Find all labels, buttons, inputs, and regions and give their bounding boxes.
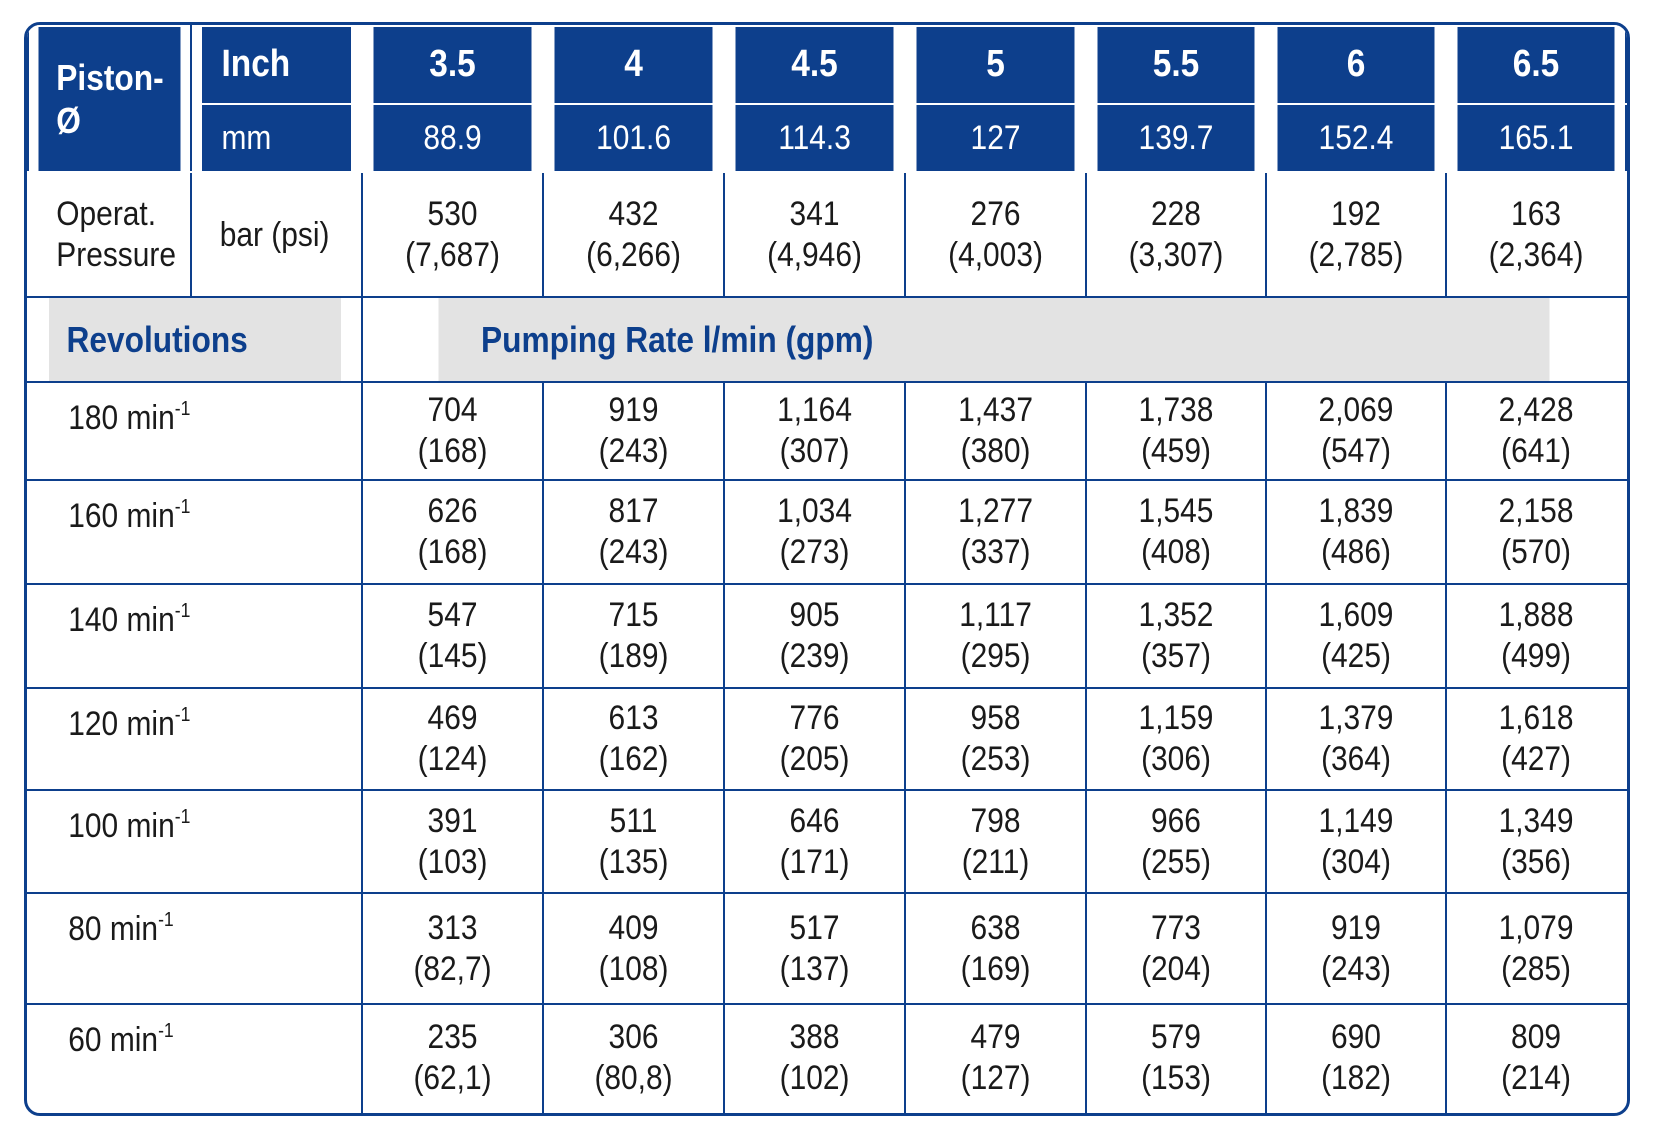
- inch-value: 6: [1277, 26, 1435, 104]
- mm-value: 101.6: [554, 104, 713, 172]
- rate-gpm: (204): [1141, 949, 1211, 988]
- rate-lpm: 1,277: [957, 492, 1033, 531]
- revolution-row: [28, 688, 1626, 790]
- rate-gpm: (182): [1321, 1058, 1391, 1097]
- rate-lpm: 817: [608, 492, 659, 531]
- pressure-psi: (4,003): [947, 235, 1043, 274]
- header-inch-row: [28, 26, 1626, 104]
- rate-lpm: 1,609: [1318, 595, 1394, 634]
- revolutions-exponent: -1: [174, 599, 191, 622]
- rate-gpm: (253): [960, 739, 1031, 778]
- pumping-rate-cell: [735, 382, 894, 480]
- revolutions-value: 80 min: [68, 910, 159, 949]
- pressure-cell: [554, 172, 713, 297]
- pumping-rate-cell: [554, 480, 713, 584]
- revolutions-value: 60 min: [68, 1020, 159, 1059]
- rate-gpm: (124): [417, 739, 488, 778]
- rate-lpm: 2,158: [1498, 492, 1574, 531]
- rate-gpm: (570): [1501, 532, 1571, 571]
- pumping-rate-table: [27, 25, 1627, 1113]
- inch-value: 5: [916, 26, 1075, 104]
- pumping-rate-cell: [1277, 382, 1435, 480]
- pressure-bar: 432: [608, 195, 659, 234]
- rate-lpm: 905: [789, 595, 840, 634]
- pumping-rate-cell: [1457, 480, 1615, 584]
- pumping-rate-cell: [1097, 688, 1255, 790]
- pumping-rate-cell: [373, 480, 532, 584]
- rate-lpm: 1,034: [776, 492, 852, 531]
- pressure-psi: (7,687): [404, 235, 500, 274]
- rate-lpm: 1,839: [1318, 492, 1394, 531]
- rate-lpm: 773: [1150, 908, 1201, 947]
- pumping-rate-cell: [554, 584, 713, 688]
- pressure-bar: 276: [970, 195, 1021, 234]
- inch-value: 5.5: [1097, 26, 1255, 104]
- rate-lpm: 1,159: [1138, 698, 1214, 737]
- rate-gpm: (273): [779, 532, 850, 571]
- pumping-rate-cell: [1457, 893, 1615, 1003]
- rate-gpm: (205): [779, 739, 850, 778]
- rate-gpm: (108): [598, 949, 669, 988]
- rate-gpm: (425): [1321, 636, 1391, 675]
- pumping-rate-cell: [916, 688, 1075, 790]
- pumping-rate-cell: [1277, 584, 1435, 688]
- pressure-bar: 530: [427, 195, 478, 234]
- rate-lpm: 547: [427, 595, 478, 634]
- rate-gpm: (295): [960, 636, 1031, 675]
- pumping-rate-cell: [735, 584, 894, 688]
- rate-gpm: (243): [1321, 949, 1391, 988]
- rate-lpm: 388: [789, 1018, 840, 1057]
- rate-gpm: (380): [960, 432, 1031, 471]
- rate-gpm: (427): [1501, 739, 1571, 778]
- pumping-rate-cell: [373, 893, 532, 1003]
- rate-gpm: (307): [779, 432, 850, 471]
- rate-lpm: 1,545: [1138, 492, 1214, 531]
- rate-lpm: 1,117: [959, 595, 1032, 634]
- pressure-cell: [916, 172, 1075, 297]
- rate-gpm: (153): [1141, 1058, 1211, 1097]
- revolutions-value: 120 min: [68, 704, 175, 743]
- operating-pressure-row: [28, 172, 1626, 297]
- pumping-rate-cell: [554, 893, 713, 1003]
- revolutions-exponent: -1: [174, 398, 191, 421]
- rate-gpm: (459): [1141, 432, 1211, 471]
- revolutions-value: 140 min: [68, 600, 175, 639]
- mm-value: 165.1: [1457, 104, 1615, 172]
- rate-gpm: (304): [1321, 842, 1391, 881]
- rate-lpm: 469: [427, 698, 478, 737]
- pumping-rate-cell: [1277, 480, 1435, 584]
- revolution-row: [28, 790, 1626, 894]
- revolutions-exponent: -1: [174, 805, 191, 828]
- pumping-rate-cell: [916, 584, 1075, 688]
- rate-gpm: (306): [1141, 739, 1211, 778]
- revolution-row: [28, 584, 1626, 688]
- pumping-rate-cell: [1097, 480, 1255, 584]
- revolutions-value: 100 min: [68, 806, 175, 845]
- pumping-rate-cell: [735, 790, 894, 894]
- rate-gpm: (239): [779, 636, 850, 675]
- rate-lpm: 1,618: [1498, 698, 1574, 737]
- rate-lpm: 511: [609, 801, 658, 840]
- pumping-rate-cell: [916, 382, 1075, 480]
- rate-lpm: 1,888: [1498, 595, 1574, 634]
- piston-diameter-label: Piston-Ø: [38, 26, 182, 172]
- rate-gpm: (62,1): [413, 1058, 492, 1097]
- pumping-rate-cell: [1457, 790, 1615, 894]
- rate-gpm: (357): [1141, 636, 1211, 675]
- revolution-row: [28, 893, 1626, 1003]
- rate-lpm: 1,379: [1318, 698, 1394, 737]
- pressure-psi: (2,785): [1308, 235, 1404, 274]
- revolutions-cell: [48, 584, 342, 688]
- revolutions-cell: [48, 688, 342, 790]
- rate-lpm: 479: [970, 1018, 1021, 1057]
- inch-label: Inch: [201, 26, 351, 104]
- revolutions-cell: [48, 1004, 342, 1112]
- rate-lpm: 409: [608, 908, 659, 947]
- pumping-rate-cell: [1457, 1004, 1615, 1112]
- rate-lpm: 613: [608, 698, 659, 737]
- revolution-row: [28, 382, 1626, 480]
- pumping-rate-cell: [373, 790, 532, 894]
- rate-lpm: 958: [970, 698, 1021, 737]
- inch-value: 3.5: [373, 26, 532, 104]
- revolutions-value: 180 min: [68, 399, 175, 438]
- rate-lpm: 704: [427, 391, 478, 430]
- rate-gpm: (82,7): [413, 949, 492, 988]
- pumping-rate-cell: [1277, 688, 1435, 790]
- pumping-rate-band: [28, 297, 1626, 382]
- rate-gpm: (337): [960, 532, 1031, 571]
- pump-data-table-frame: [24, 22, 1630, 1116]
- pressure-cell: [1097, 172, 1255, 297]
- revolutions-exponent: -1: [158, 1019, 174, 1042]
- rate-gpm: (214): [1501, 1058, 1571, 1097]
- rate-gpm: (211): [961, 842, 1030, 881]
- revolution-row: [28, 480, 1626, 584]
- pressure-label-line1: Operat.: [56, 195, 157, 234]
- pressure-bar: 228: [1150, 195, 1201, 234]
- rate-lpm: 919: [608, 391, 659, 430]
- pressure-cell: [1457, 172, 1615, 297]
- pressure-bar: 341: [789, 195, 840, 234]
- rate-gpm: (547): [1321, 432, 1391, 471]
- rate-gpm: (137): [779, 949, 850, 988]
- pumping-rate-cell: [373, 1004, 532, 1112]
- mm-value: 139.7: [1097, 104, 1255, 172]
- revolutions-exponent: -1: [158, 909, 174, 932]
- rate-lpm: 715: [608, 595, 659, 634]
- pressure-unit: bar (psi): [201, 172, 351, 297]
- revolution-row: [28, 1004, 1626, 1112]
- pumping-rate-cell: [916, 893, 1075, 1003]
- pumping-rate-cell: [916, 790, 1075, 894]
- rate-lpm: 1,437: [957, 391, 1033, 430]
- pumping-rate-cell: [1097, 1004, 1255, 1112]
- rate-lpm: 579: [1150, 1018, 1201, 1057]
- rate-lpm: 690: [1330, 1018, 1381, 1057]
- rate-lpm: 919: [1330, 908, 1381, 947]
- rate-gpm: (356): [1501, 842, 1571, 881]
- mm-value: 127: [916, 104, 1075, 172]
- pumping-rate-cell: [1457, 382, 1615, 480]
- pressure-psi: (6,266): [585, 235, 681, 274]
- rate-gpm: (127): [960, 1058, 1031, 1097]
- rate-lpm: 638: [970, 908, 1021, 947]
- rate-lpm: 306: [608, 1018, 659, 1057]
- rate-lpm: 2,069: [1318, 391, 1394, 430]
- rate-gpm: (499): [1501, 636, 1571, 675]
- mm-label: mm: [201, 104, 351, 172]
- rate-lpm: 235: [427, 1018, 478, 1057]
- rate-lpm: 2,428: [1498, 391, 1574, 430]
- pumping-rate-cell: [373, 382, 532, 480]
- pressure-bar: 163: [1510, 195, 1561, 234]
- pumping-rate-cell: [1457, 584, 1615, 688]
- revolutions-value: 160 min: [68, 496, 175, 535]
- rate-lpm: 1,149: [1318, 801, 1394, 840]
- header-mm-row: [28, 104, 1626, 172]
- rate-gpm: (285): [1501, 949, 1571, 988]
- pumping-rate-cell: [735, 480, 894, 584]
- inch-value: 4.5: [735, 26, 894, 104]
- pressure-cell: [735, 172, 894, 297]
- pressure-cell: [373, 172, 532, 297]
- revolutions-cell: [48, 382, 342, 480]
- rate-lpm: 391: [427, 801, 478, 840]
- pumping-rate-cell: [1277, 893, 1435, 1003]
- operating-pressure-label: [38, 172, 182, 297]
- pumping-rate-cell: [554, 790, 713, 894]
- rate-lpm: 776: [789, 698, 840, 737]
- rate-gpm: (171): [779, 842, 850, 881]
- rate-gpm: (189): [598, 636, 669, 675]
- pressure-psi: (2,364): [1488, 235, 1584, 274]
- pressure-label-line2: Pressure: [56, 235, 177, 274]
- revolutions-cell: [48, 480, 342, 584]
- rate-lpm: 966: [1150, 801, 1201, 840]
- pumping-rate-cell: [1277, 790, 1435, 894]
- rate-gpm: (243): [598, 432, 669, 471]
- rate-lpm: 1,079: [1498, 908, 1574, 947]
- rate-lpm: 517: [789, 908, 840, 947]
- pumping-rate-cell: [916, 1004, 1075, 1112]
- rate-gpm: (169): [960, 949, 1031, 988]
- rate-gpm: (102): [779, 1058, 850, 1097]
- pumping-rate-cell: [735, 893, 894, 1003]
- rate-lpm: 798: [970, 801, 1021, 840]
- pumping-rate-cell: [554, 382, 713, 480]
- rate-lpm: 626: [427, 492, 478, 531]
- mm-value: 114.3: [735, 104, 894, 172]
- rate-gpm: (364): [1321, 739, 1391, 778]
- rate-gpm: (243): [598, 532, 669, 571]
- pumping-rate-cell: [554, 1004, 713, 1112]
- pumping-rate-cell: [1097, 584, 1255, 688]
- rate-lpm: 313: [427, 908, 478, 947]
- revolutions-cell: [48, 790, 342, 894]
- rate-lpm: 1,349: [1498, 801, 1574, 840]
- rate-gpm: (408): [1141, 532, 1211, 571]
- rate-gpm: (145): [417, 636, 488, 675]
- rate-gpm: (168): [417, 432, 488, 471]
- inch-value: 4: [554, 26, 713, 104]
- rate-gpm: (80,8): [594, 1058, 673, 1097]
- rate-gpm: (162): [598, 739, 669, 778]
- pumping-rate-cell: [735, 688, 894, 790]
- rate-lpm: 1,352: [1138, 595, 1214, 634]
- rate-gpm: (641): [1501, 432, 1571, 471]
- rate-lpm: 1,164: [776, 391, 852, 430]
- rate-gpm: (255): [1141, 842, 1211, 881]
- pumping-rate-label: Pumping Rate l/min (gpm): [438, 297, 1551, 382]
- revolutions-exponent: -1: [174, 703, 191, 726]
- pressure-bar: 192: [1330, 195, 1381, 234]
- pumping-rate-cell: [1097, 790, 1255, 894]
- rate-lpm: 809: [1510, 1018, 1561, 1057]
- pumping-rate-cell: [735, 1004, 894, 1112]
- revolutions-cell: [48, 893, 342, 1003]
- pumping-rate-cell: [916, 480, 1075, 584]
- pumping-rate-cell: [554, 688, 713, 790]
- pumping-rate-cell: [373, 688, 532, 790]
- pumping-rate-cell: [1097, 893, 1255, 1003]
- mm-value: 152.4: [1277, 104, 1435, 172]
- revolutions-exponent: -1: [174, 495, 191, 518]
- rate-gpm: (168): [417, 532, 488, 571]
- pumping-rate-cell: [1457, 688, 1615, 790]
- pumping-rate-cell: [373, 584, 532, 688]
- mm-value: 88.9: [373, 104, 532, 172]
- pumping-rate-cell: [1277, 1004, 1435, 1112]
- pressure-psi: (3,307): [1128, 235, 1224, 274]
- rate-lpm: 646: [789, 801, 840, 840]
- rate-gpm: (135): [598, 842, 669, 881]
- rate-gpm: (486): [1321, 532, 1391, 571]
- pressure-psi: (4,946): [766, 235, 862, 274]
- revolutions-label: Revolutions: [48, 297, 342, 382]
- inch-value: 6.5: [1457, 26, 1615, 104]
- rate-gpm: (103): [417, 842, 488, 881]
- rate-lpm: 1,738: [1138, 391, 1214, 430]
- pressure-cell: [1277, 172, 1435, 297]
- pumping-rate-cell: [1097, 382, 1255, 480]
